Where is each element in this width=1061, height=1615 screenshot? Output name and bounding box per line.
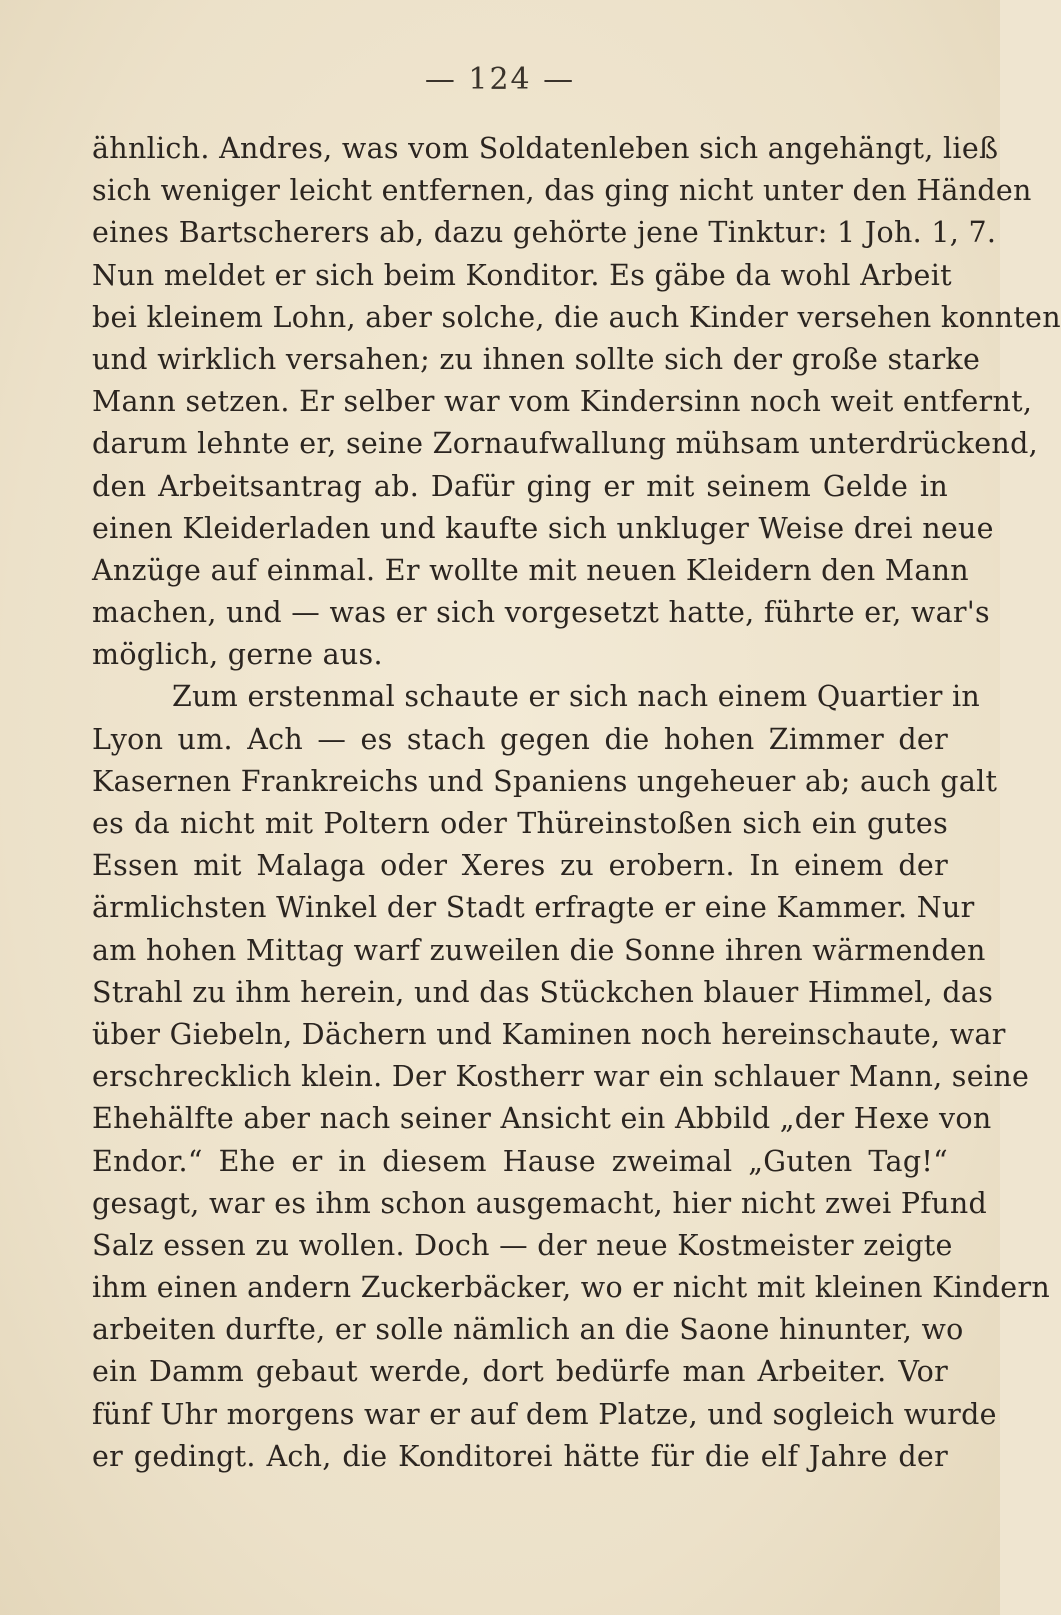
text-line: fünf Uhr morgens war er auf dem Platze, und sogleich wurde (92, 1397, 997, 1431)
body-text (92, 128, 1061, 1478)
text-line: einen Kleiderladen und kaufte sich unkluger Weise drei neue (92, 511, 994, 545)
text-line: und wirklich versahen; zu ihnen sollte sich der große starke (92, 342, 981, 376)
text-line: Kasernen Frankreichs und Spaniens ungeheuer ab; auch galt (92, 764, 998, 798)
paragraph-start-line: Zum erstenmal schaute er sich nach einem Quartier in (172, 680, 981, 714)
text-line: Ehehälfte aber nach seiner Ansicht ein Abbild „der Hexe von (92, 1102, 992, 1136)
text-line: Essen mit Malaga oder Xeres zu erobern. In einem der (92, 849, 948, 883)
text-line: Lyon um. Ach — es stach gegen die hohen Zimmer der (92, 722, 948, 756)
text-line: Nun meldet er sich beim Konditor. Es gäbe da wohl Arbeit (92, 258, 952, 292)
text-line: Endor.“ Ehe er in diesem Hause zweimal „Guten Tag!“ (92, 1144, 948, 1178)
text-line: bei kleinem Lohn, aber solche, die auch Kinder versehen konnten (92, 300, 1061, 334)
text-line: sich weniger leicht entfernen, das ging nicht unter den Händen (92, 174, 1032, 208)
text-line: Mann setzen. Er selber war vom Kindersinn noch weit entfernt, (92, 385, 1033, 419)
text-line: arbeiten durfte, er solle nämlich an die Saone hinunter, wo (92, 1313, 964, 1347)
text-line: Strahl zu ihm herein, und das Stückchen blauer Himmel, das (92, 975, 994, 1009)
text-line: gesagt, war es ihm schon ausgemacht, hier nicht zwei Pfund (92, 1186, 988, 1220)
text-line: Anzüge auf einmal. Er wollte mit neuen Kleidern den Mann (92, 553, 969, 587)
text-line: eines Bartscherers ab, dazu gehörte jene Tinktur: 1 Joh. 1, 7. (92, 216, 997, 250)
text-line: erschrecklich klein. Der Kostherr war ein schlauer Mann, seine (92, 1060, 1030, 1094)
text-line: ähnlich. Andres, was vom Soldatenleben sich angehängt, ließ (92, 132, 999, 165)
text-line: über Giebeln, Dächern und Kaminen noch hereinschaute, war (92, 1017, 1006, 1051)
text-line: Salz essen zu wollen. Doch — der neue Kostmeister zeigte (92, 1228, 953, 1262)
text-line: den Arbeitsantrag ab. Dafür ging er mit seinem Gelde in (92, 469, 948, 503)
text-line: es da nicht mit Poltern oder Thüreinstoßen sich ein gutes (92, 807, 948, 840)
text-line: am hohen Mittag warf zuweilen die Sonne ihren wärmenden (92, 933, 986, 967)
text-line: ärmlichsten Winkel der Stadt erfragte er eine Kammer. Nur (92, 891, 975, 925)
text-line: er gedingt. Ach, die Konditorei hätte für die elf Jahre der (92, 1439, 948, 1473)
text-line: möglich, gerne aus. (92, 638, 383, 672)
page-number: — 124 — (424, 62, 576, 97)
text-line: ihm einen andern Zuckerbäcker, wo er nicht mit kleinen Kindern (92, 1271, 1051, 1305)
text-line: darum lehnte er, seine Zornaufwallung mühsam unterdrückend, (92, 427, 1038, 461)
text-line: machen, und — was er sich vorgesetzt hatte, führte er, war's (92, 596, 990, 630)
text-line: ein Damm gebaut werde, dort bedürfe man Arbeiter. Vor (92, 1355, 948, 1389)
